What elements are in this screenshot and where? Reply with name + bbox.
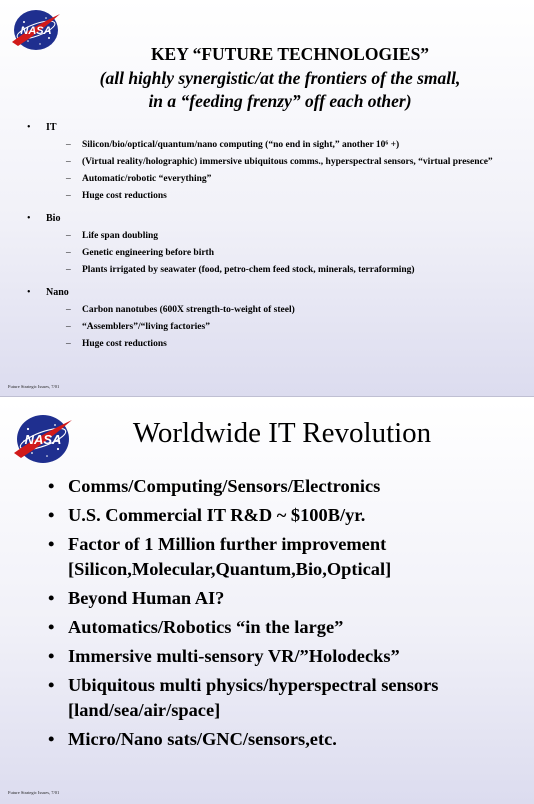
list-item: – Genetic engineering before birth [66, 248, 215, 258]
svg-text:NASA: NASA [24, 432, 62, 447]
bullet-icon: • [48, 534, 55, 554]
list-item: – Automatic/robotic “everything” [66, 174, 212, 184]
slide-footer: Future Strategic Issues, 7/01 [8, 384, 60, 389]
list-item: • Ubiquitous multi physics/hyperspectral sensors [land/sea/air/space] [48, 675, 439, 720]
slide-subtitle [40, 67, 520, 113]
list-item: – (Virtual reality/holographic) immersive ubiquitous comms., hyperspectral sensors, “virtual presence” [66, 157, 493, 167]
subtitle-line-1: (all highly synergistic/at the frontiers of the small, [99, 68, 461, 88]
bullet-icon: • [48, 476, 55, 496]
bullet-icon: • [48, 646, 55, 666]
slide-title: Worldwide IT Revolution [132, 417, 432, 449]
technology-list [0, 119, 534, 355]
category-label: Nano [46, 287, 69, 298]
list-item: – Huge cost reductions [66, 191, 167, 201]
list-item: • Micro/Nano sats/GNC/sensors,etc. [0, 727, 534, 752]
bullet-icon: • [48, 617, 55, 637]
list-item: – “Assemblers”/“living factories” [66, 322, 210, 332]
list-item: – Plants irrigated by seawater (food, petro-chem feed stock, minerals, terraforming) [66, 265, 415, 275]
bullet-list [0, 474, 534, 756]
category-label: Bio [46, 213, 61, 224]
bullet-icon: • [48, 505, 55, 525]
list-item: – Carbon nanotubes (600X strength-to-weight of steel) [66, 305, 295, 315]
nasa-logo-icon [10, 8, 62, 52]
list-item: – Huge cost reductions [66, 339, 167, 349]
slide-1 [0, 0, 534, 397]
bullet-icon: • [48, 675, 55, 695]
category-label: IT [46, 122, 57, 133]
list-item: • Beyond Human AI? [0, 586, 534, 611]
bullet-icon: • [27, 287, 31, 298]
slide-footer: Future Strategic Issues, 7/01 [8, 790, 60, 795]
category-nano [0, 284, 534, 304]
list-item: – Silicon/bio/optical/quantum/nano computing (“no end in sight,” another 10⁶ +) [66, 140, 400, 150]
list-item: • Automatics/Robotics “in the large” [0, 615, 534, 640]
list-item: • Comms/Computing/Sensors/Electronics [0, 474, 534, 499]
bullet-icon: • [48, 588, 55, 608]
list-item: • U.S. Commercial IT R&D ~ $100B/yr. [0, 503, 534, 528]
slide-title: KEY “FUTURE TECHNOLOGIES” [150, 44, 430, 64]
svg-text:NASA: NASA [20, 25, 52, 37]
list-item: – Life span doubling [66, 231, 159, 241]
category-bio [0, 210, 534, 230]
list-item: • Factor of 1 Million further improvement [Silicon,Molecular,Quantum,Bio,Optical] [48, 534, 392, 579]
subtitle-line-2: in a “feeding frenzy” off each other) [148, 91, 412, 111]
category-it [0, 119, 534, 139]
list-item: • Immersive multi-sensory VR/”Holodecks” [0, 644, 534, 669]
slide-2 [0, 401, 534, 804]
bullet-icon: • [27, 122, 31, 133]
bullet-icon: • [27, 213, 31, 224]
bullet-icon: • [48, 729, 55, 749]
